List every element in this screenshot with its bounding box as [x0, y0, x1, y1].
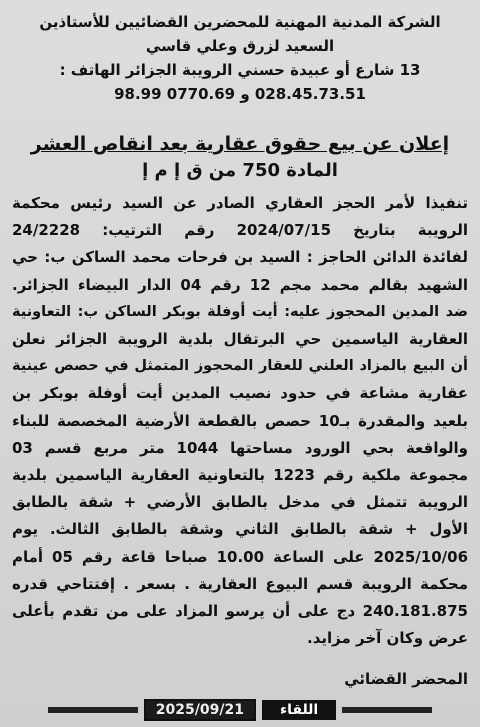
- bailiff-names: السعيد لزرق وعلي قاسي: [145, 37, 335, 55]
- body-line: أن البيع بالمزاد العلني للعقار المحجوز المتمثل في حصص عينية: [12, 358, 468, 375]
- bailiff-office-header: [12, 10, 468, 106]
- newspaper-footer: [0, 693, 480, 727]
- body-line: ضد المدين المحجوز عليه: أيت أوفلة بوبكر الساكن ب: التعاونية: [12, 303, 468, 320]
- legal-article-reference: المادة 750 من ق إ م إ: [142, 160, 338, 181]
- footer-rule: [342, 707, 432, 713]
- office-address: 13 شارع أو عبيدة حسني الرويبة الجزائر الهاتف :: [59, 61, 421, 79]
- body-line: والواقعة بحي الورود مساحتها 1044 متر مربع قسم 03: [12, 438, 468, 457]
- body-line: مجموعة ملكية رقم 1223 بالتعاونية العقارية الياسمين بلدية: [12, 466, 468, 485]
- body-line: تنفيذا لأمر الحجز العقاري الصادر عن السيد رئيس محكمة: [12, 194, 468, 212]
- body-line: 2025/10/06 على الساعة 10.00 صباحا قاعة رقم 05 أمام: [12, 547, 468, 566]
- body-line: عقارية مشاعة في حدود نصيب المدين أيت أوفلة بوبكر بن: [12, 384, 468, 403]
- body-line: الرويبة بتاريخ 2024/07/15 رقم الترتيب: 24/2228: [12, 221, 468, 240]
- notice-body: [12, 190, 468, 652]
- signature: المحضر القضائي: [344, 670, 468, 689]
- body-line: الشهيد بقالم محمد مجم 12 رقم 04 الدار البيضاء الجزائر.: [12, 275, 468, 294]
- footer-rule: [48, 707, 138, 713]
- newspaper-name: اللقاء: [262, 700, 336, 720]
- body-line: بلعيد والمقدرة بـ10 حصص بالقطعة الأرضية المخصصة للبناء: [12, 411, 468, 430]
- office-name: الشركة المدنية المهنية للمحضرين القضائيين للأستاذين: [39, 13, 441, 31]
- publication-date: 2025/09/21: [144, 699, 256, 721]
- body-line: الأول + شقة بالطابق الثاني وشقة بالطابق الثالث. يوم: [12, 520, 468, 539]
- notice-headline: إعلان عن بيع حقوق عقارية بعد انقاص العشر: [30, 133, 450, 155]
- body-line: عرض وكان آخر مزايد.: [307, 629, 468, 648]
- body-line: لفائدة الدائن الحاجز : السيد بن فرحات محمد الساكن ب: حي: [12, 248, 468, 267]
- body-line: العقارية الياسمين حي البرتقال بلدية الرويبة الجزائر نعلن: [12, 330, 468, 349]
- body-line: الرويبة تتمثل في مدخل بالطابق الأرضي + شقة بالطابق: [12, 493, 468, 512]
- body-line: 240.181.875 دج على أن يرسو المزاد على من تقدم بأعلى: [12, 602, 468, 621]
- body-line: محكمة الرويبة قسم البيوع العقارية . بسعر . إفتتاحي قدره: [12, 574, 468, 593]
- office-phones: 028.45.73.51 و 0770.69 98.99: [114, 85, 366, 103]
